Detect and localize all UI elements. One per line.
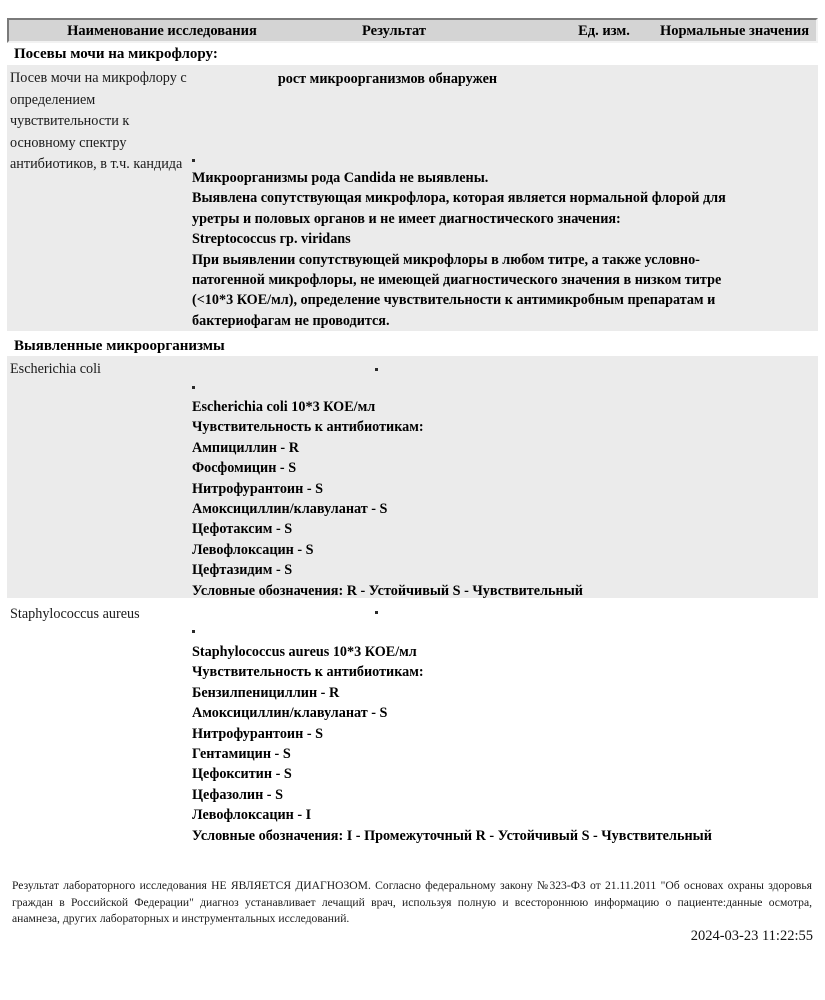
antibiotic-result: Цефазолин - S [192,786,283,803]
antibiotic-result: Цефотаксим - S [192,521,293,538]
organism-titer: Staphylococcus aureus 10*3 КОЕ/мл [192,644,417,660]
detail-block-staphylococcus-aureus [192,642,807,846]
bullet-dot-icon [375,368,378,371]
detail-line: При выявлении сопутствующей микрофлоры в любом титре, а также условно-патогенной микрофлоры, не имеющей диагностического значения в низком титре (<10*3 КОЕ/мл), определение чувствительности к антимикробным препаратам и бактериофагам не проводится. [192,251,722,329]
disclaimer-text: Результат лабораторного исследования НЕ ЯВЛЯЕТСЯ ДИАГНОЗОМ. Согласно федеральному закону №323-ФЗ от 21.11.2011 "Об основах охраны здоровья граждан в Российской Федерации" диагноз устанавливает лечащий врач, используя полную и всестороннюю информацию о пациенте:данные осмотра, анамнеза, других лабораторных и инструментальных исследований. [12,879,812,925]
antibiotic-result: Гентамицин - S [192,746,291,763]
result-urine-culture [255,68,520,91]
column-header-unit: Ед. изм. [578,23,630,39]
result-line-2: обнаружен [428,71,498,87]
detail-block-urine-culture [192,168,737,331]
organism-name-staphylococcus-aureus: Staphylococcus aureus [10,606,140,622]
table-header-row [7,18,818,43]
column-header-normal: Нормальные значения [659,23,810,39]
antibiotic-result: Левофлоксацин - S [192,541,314,558]
antibiotic-result: Амоксициллин/клавуланат - S [192,705,388,722]
antibiotic-result: Фосфомицин - S [192,460,297,477]
sensitivity-label: Чувствительность к антибиотикам: [192,664,424,681]
bullet-dot-icon [375,611,378,614]
antibiotic-result: Нитрофурантоин - S [192,480,323,497]
bullet-dot-icon [192,630,195,633]
detail-line: Выявлена сопутствующая микрофлора, которая является нормальной флорой для уретры и половых органов и не имеет диагностического значения: [192,190,726,227]
antibiotic-result: Нитрофурантоин - S [192,725,323,742]
column-header-name: Наименование исследования [67,23,257,39]
column-header-result: Результат [361,23,427,39]
detail-line: Streptococcus гр. viridans [192,231,351,248]
antibiotic-result: Ампициллин - R [192,439,299,456]
section-header-urine-cultures: Посевы мочи на микрофлору: [14,46,218,62]
sensitivity-label: Чувствительность к антибиотикам: [192,419,424,436]
legend-line: Условные обозначения: R - Устойчивый S - Чувствительный [192,582,583,599]
detail-line: Микроорганизмы рода Candida не выявлены. [192,170,489,186]
organism-titer: Escherichia coli 10*3 КОЕ/мл [192,399,376,415]
organism-name-escherichia-coli: Escherichia coli [10,361,101,377]
report-timestamp: 2024-03-23 11:22:55 [690,928,813,944]
bullet-dot-icon [192,159,195,162]
antibiotic-result: Бензилпенициллин - R [192,684,340,701]
legend-line: Условные обозначения: I - Промежуточный R - Устойчивый S - Чувствительный [192,827,712,844]
section-header-detected-microorganisms: Выявленные микроорганизмы [14,338,225,354]
bullet-dot-icon [192,386,195,389]
antibiotic-result: Цефокситин - S [192,766,292,783]
antibiotic-result: Амоксициллин/клавуланат - S [192,501,388,518]
antibiotic-result: Левофлоксацин - I [192,807,312,824]
antibiotic-result: Цефтазидим - S [192,562,293,579]
result-line-1: рост микроорганизмов [277,71,425,87]
test-name-urine-culture: Посев мочи на микрофлору с определением чувствительности к основному спектру антибиотиков, в т.ч. кандида [10,70,187,172]
detail-block-escherichia-coli [192,397,792,601]
